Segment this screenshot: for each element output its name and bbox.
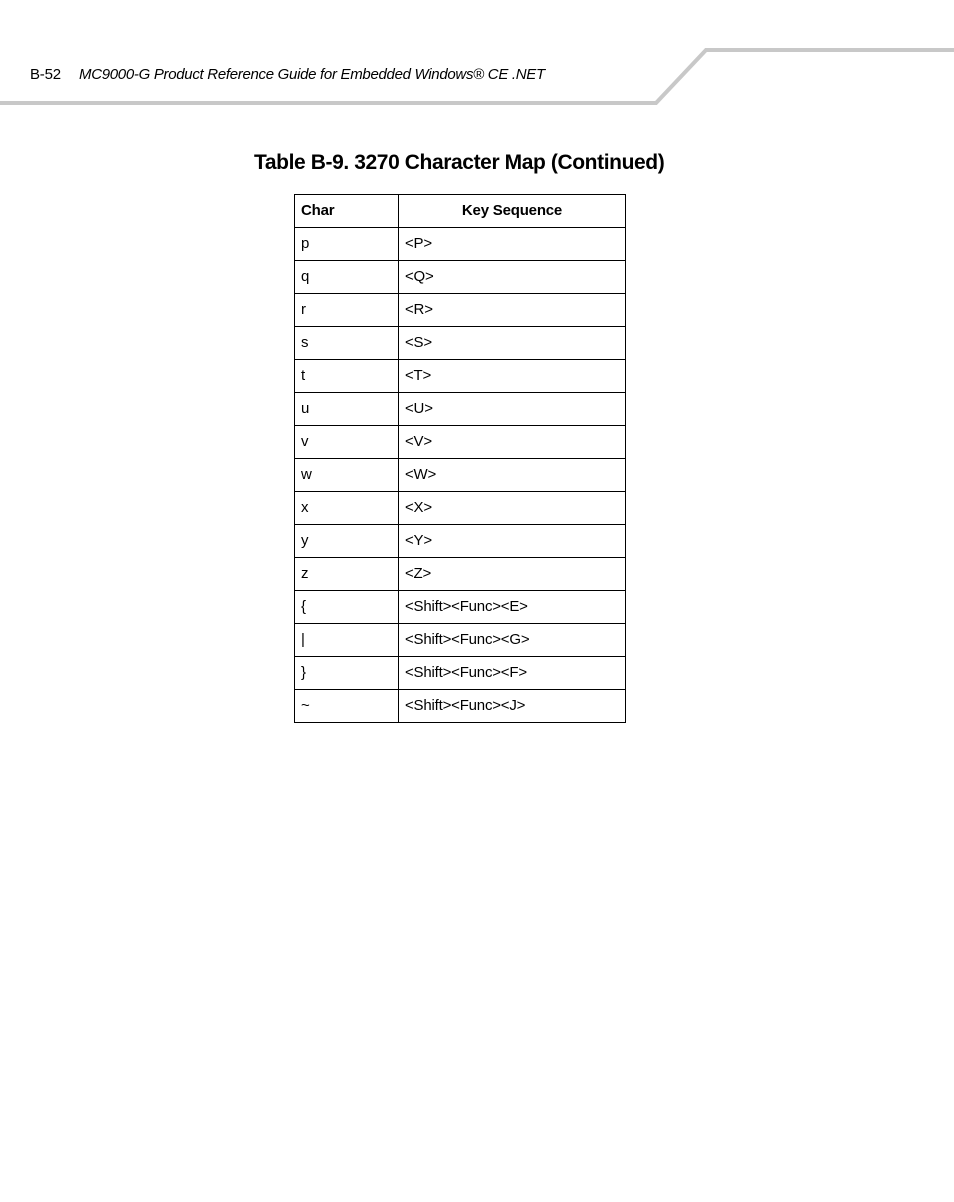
column-header-char: Char bbox=[295, 195, 399, 228]
table-row bbox=[295, 558, 626, 591]
key-sequence-cell: <Q> bbox=[399, 261, 626, 294]
page-number: B-52 bbox=[30, 66, 61, 83]
key-sequence-cell: <U> bbox=[399, 393, 626, 426]
char-cell: p bbox=[295, 228, 399, 261]
char-cell: w bbox=[295, 459, 399, 492]
char-cell: r bbox=[295, 294, 399, 327]
char-cell: t bbox=[295, 360, 399, 393]
char-cell: y bbox=[295, 525, 399, 558]
key-sequence-cell: <X> bbox=[399, 492, 626, 525]
table-row bbox=[295, 525, 626, 558]
key-sequence-cell: <Shift><Func><J> bbox=[399, 690, 626, 723]
table-row bbox=[295, 327, 626, 360]
table-row bbox=[295, 459, 626, 492]
key-sequence-cell: <W> bbox=[399, 459, 626, 492]
table-row bbox=[295, 360, 626, 393]
char-cell: { bbox=[295, 591, 399, 624]
key-sequence-cell: <S> bbox=[399, 327, 626, 360]
char-cell: } bbox=[295, 657, 399, 690]
key-sequence-cell: <T> bbox=[399, 360, 626, 393]
table-row bbox=[295, 393, 626, 426]
char-cell: x bbox=[295, 492, 399, 525]
table-row bbox=[295, 624, 626, 657]
table-row bbox=[295, 426, 626, 459]
header-rule bbox=[0, 0, 954, 110]
key-sequence-cell: <Shift><Func><E> bbox=[399, 591, 626, 624]
table-caption: Table B-9. 3270 Character Map (Continued) bbox=[254, 151, 665, 174]
table-row bbox=[295, 261, 626, 294]
table-header-row bbox=[295, 195, 626, 228]
char-cell: | bbox=[295, 624, 399, 657]
char-cell: u bbox=[295, 393, 399, 426]
key-sequence-cell: <Z> bbox=[399, 558, 626, 591]
table-row bbox=[295, 690, 626, 723]
table-row bbox=[295, 657, 626, 690]
table-row bbox=[295, 492, 626, 525]
table-row bbox=[295, 228, 626, 261]
key-sequence-cell: <R> bbox=[399, 294, 626, 327]
char-cell: q bbox=[295, 261, 399, 294]
key-sequence-cell: <V> bbox=[399, 426, 626, 459]
running-title: MC9000-G Product Reference Guide for Embedded Windows® CE .NET bbox=[79, 66, 545, 83]
char-cell: s bbox=[295, 327, 399, 360]
key-sequence-cell: <Shift><Func><F> bbox=[399, 657, 626, 690]
char-cell: z bbox=[295, 558, 399, 591]
char-cell: ~ bbox=[295, 690, 399, 723]
table-row bbox=[295, 294, 626, 327]
char-cell: v bbox=[295, 426, 399, 459]
key-sequence-cell: <Y> bbox=[399, 525, 626, 558]
key-sequence-cell: <P> bbox=[399, 228, 626, 261]
table-row bbox=[295, 591, 626, 624]
key-sequence-cell: <Shift><Func><G> bbox=[399, 624, 626, 657]
character-map-table bbox=[294, 194, 626, 723]
column-header-key-sequence: Key Sequence bbox=[399, 195, 626, 228]
